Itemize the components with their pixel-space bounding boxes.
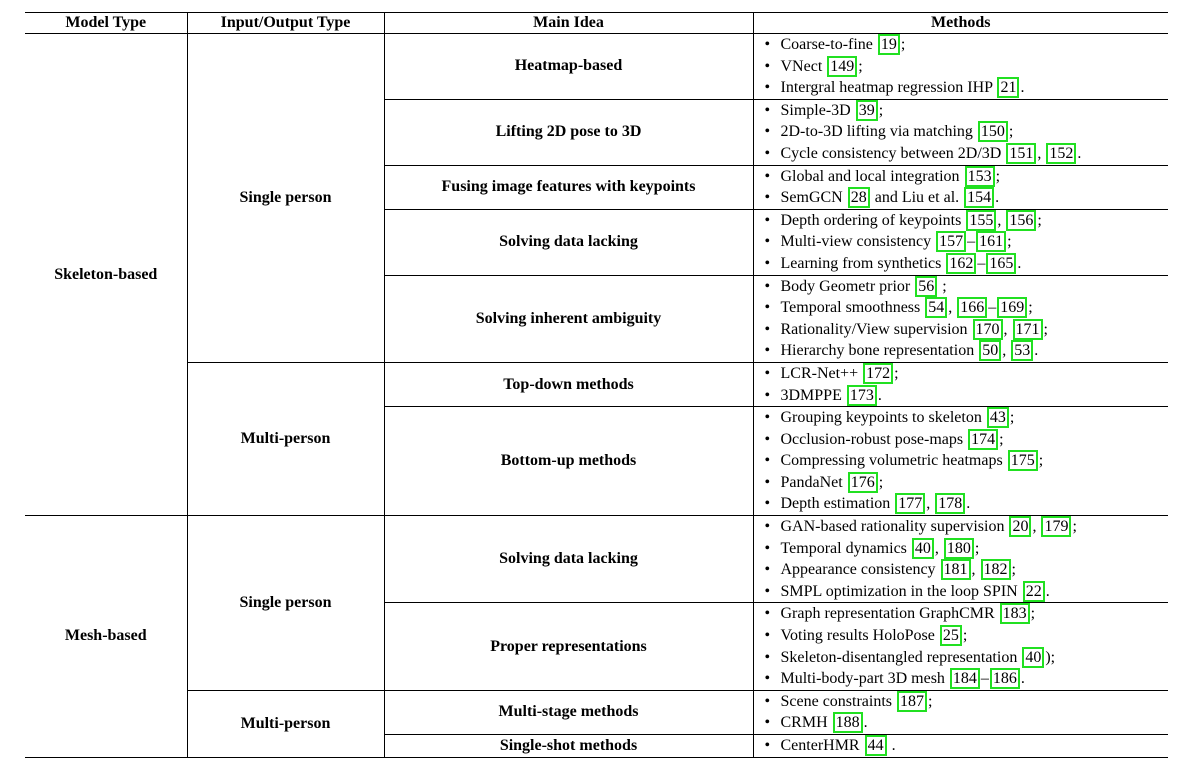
citation-link[interactable]: 165 <box>986 253 1016 274</box>
methods-cell <box>753 34 1168 100</box>
method-punct: ; <box>999 430 1004 448</box>
citation-link[interactable]: 28 <box>848 187 870 208</box>
header-model-type: Model Type <box>25 13 187 34</box>
bullet-icon: • <box>764 692 771 710</box>
method-punct: ; <box>1028 299 1033 317</box>
method-text: Cycle consistency between 2D/3D <box>780 144 1006 162</box>
citation-link[interactable]: 22 <box>1023 581 1045 602</box>
bullet-icon: • <box>764 648 771 666</box>
citation-link[interactable]: 183 <box>1000 603 1030 624</box>
citation-link[interactable]: 54 <box>925 297 947 318</box>
method-item <box>765 603 1169 625</box>
method-punct: ; <box>938 277 947 295</box>
method-text: CenterHMR <box>780 737 864 754</box>
method-item <box>765 100 1169 122</box>
methods-cell <box>753 735 1168 758</box>
bullet-icon: • <box>764 582 771 600</box>
method-text: Scene constraints <box>780 692 897 710</box>
bullet-icon: • <box>764 364 771 382</box>
method-item <box>765 450 1169 472</box>
bullet-icon: • <box>764 211 771 229</box>
method-item <box>765 625 1169 647</box>
main-idea-cell: Single-shot methods <box>384 735 753 758</box>
methods-cell <box>753 690 1168 734</box>
citation-link[interactable]: 180 <box>944 538 974 559</box>
methods-cell <box>753 362 1168 406</box>
method-text: Multi-view consistency <box>780 233 936 251</box>
method-item <box>765 407 1169 429</box>
method-list <box>754 166 1169 209</box>
citation-link[interactable]: 176 <box>848 472 878 493</box>
method-punct: ; <box>1072 518 1077 536</box>
method-item <box>765 319 1169 341</box>
method-list <box>754 603 1169 689</box>
method-punct: . <box>863 714 868 732</box>
bullet-icon: • <box>764 277 771 295</box>
bullet-icon: • <box>764 473 771 491</box>
bullet-icon: • <box>764 189 771 207</box>
method-text: Global and local integration <box>780 167 964 185</box>
header-io-type: Input/Output Type <box>187 13 384 34</box>
main-idea-cell: Multi-stage methods <box>384 690 753 734</box>
citation-link[interactable]: 169 <box>997 297 1027 318</box>
citation-link[interactable]: 19 <box>878 34 900 55</box>
method-text: Depth ordering of keypoints <box>780 211 966 229</box>
method-punct: ; <box>1009 409 1015 427</box>
citation-link[interactable]: 150 <box>978 121 1008 142</box>
method-item <box>765 712 1169 734</box>
bullet-icon: • <box>764 452 771 470</box>
citation-link[interactable]: 157 <box>936 231 966 252</box>
citation-link[interactable]: 151 <box>1006 143 1036 164</box>
bullet-icon: • <box>764 714 771 732</box>
header-row <box>25 13 1168 34</box>
method-text: Compressing volumetric heatmaps <box>780 452 1007 470</box>
methods-cell <box>753 165 1168 209</box>
method-text: , <box>1037 144 1046 162</box>
citation-link[interactable]: 170 <box>973 319 1003 340</box>
method-text: , <box>926 495 935 513</box>
method-item <box>765 231 1169 253</box>
table-row <box>25 362 1168 406</box>
method-punct: . <box>1034 342 1039 360</box>
main-idea-cell: Fusing image features with keypoints <box>384 165 753 209</box>
methods-cell <box>753 99 1168 165</box>
method-list <box>754 735 1169 757</box>
table-row <box>25 516 1168 603</box>
method-text: , <box>1002 342 1011 360</box>
method-text: GAN-based rationality supervision <box>780 518 1009 536</box>
method-list <box>754 34 1169 99</box>
table-row <box>25 34 1168 100</box>
io-type-mesh-multi: Multi-person <box>187 690 384 757</box>
method-list <box>754 691 1169 734</box>
citation-link[interactable]: 21 <box>997 77 1019 98</box>
method-item <box>765 34 1169 56</box>
method-item <box>765 668 1169 690</box>
method-text: , <box>948 299 957 317</box>
bullet-icon: • <box>764 233 771 251</box>
method-punct: ; <box>1043 320 1048 338</box>
method-list <box>754 276 1169 362</box>
main-idea-cell: Lifting 2D pose to 3D <box>384 99 753 165</box>
citation-link[interactable]: 173 <box>847 385 877 406</box>
method-text: SMPL optimization in the loop SPIN <box>780 582 1022 600</box>
model-type-mesh: Mesh-based <box>25 516 187 758</box>
method-item <box>765 77 1169 99</box>
bullet-icon: • <box>764 36 771 53</box>
method-punct: . <box>1045 582 1050 600</box>
method-list <box>754 516 1169 602</box>
bullet-icon: • <box>764 670 771 688</box>
method-text: – <box>988 299 997 317</box>
method-text: VNect <box>780 57 827 75</box>
method-item <box>765 166 1169 188</box>
citation-link[interactable]: 40 <box>1022 647 1044 668</box>
method-list <box>754 363 1169 406</box>
method-item <box>765 253 1169 275</box>
method-punct: . <box>995 189 1000 207</box>
citation-link[interactable]: 177 <box>895 493 925 514</box>
method-text: Intergral heatmap regression IHP <box>780 79 997 97</box>
method-item <box>765 691 1169 713</box>
citation-link[interactable]: 162 <box>946 253 976 274</box>
citation-link[interactable]: 182 <box>981 559 1011 580</box>
citation-link[interactable]: 186 <box>990 668 1020 689</box>
citation-link[interactable]: 181 <box>941 559 971 580</box>
citation-link[interactable]: 171 <box>1013 319 1043 340</box>
main-idea-cell: Top-down methods <box>384 362 753 406</box>
citation-link[interactable]: 156 <box>1006 210 1036 231</box>
citation-link[interactable]: 155 <box>966 210 996 231</box>
method-text: – <box>977 254 986 272</box>
method-punct: ; <box>1011 561 1016 579</box>
method-text: SemGCN <box>780 189 847 207</box>
bullet-icon: • <box>764 167 771 185</box>
bullet-icon: • <box>764 79 771 97</box>
methods-cell <box>753 275 1168 362</box>
bullet-icon: • <box>764 57 771 75</box>
citation-link[interactable]: 56 <box>915 276 937 297</box>
method-text: PandaNet <box>780 473 847 491</box>
method-list <box>754 407 1169 515</box>
bullet-icon: • <box>764 101 771 119</box>
citation-link[interactable]: 152 <box>1046 143 1076 164</box>
citation-link[interactable]: 166 <box>957 297 987 318</box>
method-punct: ; <box>1007 233 1012 251</box>
methods-cell <box>753 516 1168 603</box>
citation-link[interactable]: 178 <box>935 493 965 514</box>
citation-link[interactable]: 179 <box>1041 516 1071 537</box>
method-item <box>765 516 1169 538</box>
method-text: Hierarchy bone representation <box>780 342 979 360</box>
method-item <box>765 276 1169 298</box>
citation-link[interactable]: 40 <box>912 538 934 559</box>
method-text: Rationality/View supervision <box>780 320 972 338</box>
bullet-icon: • <box>764 495 771 513</box>
method-punct: ; <box>878 101 884 119</box>
main-idea-cell: Proper representations <box>384 603 753 690</box>
method-punct: . <box>1077 144 1082 162</box>
main-idea-cell: Heatmap-based <box>384 34 753 100</box>
method-punct: ); <box>1045 648 1056 666</box>
method-item <box>765 538 1169 560</box>
method-punct: . <box>1020 79 1025 97</box>
method-punct: . <box>887 737 896 754</box>
citation-link[interactable]: 50 <box>979 340 1001 361</box>
method-item <box>765 210 1169 232</box>
bullet-icon: • <box>764 539 771 557</box>
bullet-icon: • <box>764 605 771 623</box>
bullet-icon: • <box>764 430 771 448</box>
citation-link[interactable]: 187 <box>897 691 927 712</box>
method-list <box>754 100 1169 165</box>
method-punct: . <box>1017 254 1022 272</box>
table-row <box>25 690 1168 734</box>
method-item <box>765 340 1169 362</box>
method-item <box>765 493 1169 515</box>
io-type-skeleton-multi: Multi-person <box>187 362 384 515</box>
taxonomy-table <box>25 12 1168 758</box>
methods-cell <box>753 603 1168 690</box>
method-punct: . <box>1020 670 1025 688</box>
citation-link[interactable]: 39 <box>856 100 878 121</box>
method-text: , <box>997 211 1006 229</box>
method-text: , <box>934 539 943 557</box>
method-item <box>765 56 1169 78</box>
citation-link[interactable]: 20 <box>1009 516 1031 537</box>
method-text: Skeleton-disentangled representation <box>780 648 1022 666</box>
bullet-icon: • <box>764 561 771 579</box>
method-text: – <box>967 233 976 251</box>
io-type-mesh-single: Single person <box>187 516 384 691</box>
method-punct: ; <box>974 539 980 557</box>
method-item <box>765 121 1169 143</box>
citation-link[interactable]: 53 <box>1011 340 1033 361</box>
method-text: Temporal smoothness <box>780 299 925 317</box>
method-punct: . <box>966 495 971 513</box>
bullet-icon: • <box>764 737 771 754</box>
citation-link[interactable]: 161 <box>976 231 1006 252</box>
bullet-icon: • <box>764 254 771 272</box>
bullet-icon: • <box>764 518 771 536</box>
method-text: and Liu et al. <box>870 189 964 207</box>
method-item <box>765 735 1169 757</box>
method-text: Body Geometr prior <box>780 277 915 295</box>
methods-cell <box>753 209 1168 275</box>
method-text: , <box>971 561 980 579</box>
bullet-icon: • <box>764 627 771 645</box>
citation-link[interactable]: 25 <box>940 625 962 646</box>
bullet-icon: • <box>764 409 771 427</box>
citation-link[interactable]: 174 <box>968 429 998 450</box>
method-item <box>765 559 1169 581</box>
method-text: Grouping keypoints to skeleton <box>780 409 986 427</box>
method-punct: . <box>877 386 882 404</box>
method-punct: ; <box>928 692 933 710</box>
method-item <box>765 363 1169 385</box>
method-punct: ; <box>900 36 906 53</box>
method-text: Voting results HoloPose <box>780 627 939 645</box>
method-text: – <box>980 670 989 688</box>
method-text: LCR-Net++ <box>780 364 863 382</box>
method-text: Appearance consistency <box>780 561 940 579</box>
method-text: Coarse-to-fine <box>780 36 877 53</box>
citation-link[interactable]: 175 <box>1008 450 1038 471</box>
main-idea-cell: Solving data lacking <box>384 516 753 603</box>
bullet-icon: • <box>764 123 771 141</box>
model-type-skeleton: Skeleton-based <box>25 34 187 516</box>
citation-link[interactable]: 154 <box>964 187 994 208</box>
citation-link[interactable]: 44 <box>865 735 887 756</box>
citation-link[interactable]: 172 <box>863 363 893 384</box>
method-punct: ; <box>962 627 968 645</box>
method-text: Occlusion-robust pose-maps <box>780 430 968 448</box>
bullet-icon: • <box>764 144 771 162</box>
method-item <box>765 297 1169 319</box>
bullet-icon: • <box>764 320 771 338</box>
method-item <box>765 385 1169 407</box>
citation-link[interactable]: 43 <box>987 407 1009 428</box>
method-text: CRMH <box>780 714 832 732</box>
bullet-icon: • <box>764 342 771 360</box>
method-punct: ; <box>878 473 884 491</box>
method-list <box>754 210 1169 275</box>
method-text: Multi-body-part 3D mesh <box>780 670 949 688</box>
method-text: Graph representation GraphCMR <box>780 605 999 623</box>
method-item <box>765 143 1169 165</box>
methods-cell <box>753 407 1168 516</box>
method-punct: ; <box>1030 605 1036 623</box>
main-idea-cell: Solving data lacking <box>384 209 753 275</box>
method-punct: ; <box>1008 123 1014 141</box>
method-text: Depth estimation <box>780 495 895 513</box>
method-item <box>765 472 1169 494</box>
bullet-icon: • <box>764 299 771 317</box>
header-methods: Methods <box>753 13 1168 34</box>
citation-link[interactable]: 153 <box>965 166 995 187</box>
citation-link[interactable]: 188 <box>833 712 863 733</box>
header-main-idea: Main Idea <box>384 13 753 34</box>
method-punct: ; <box>995 167 1001 185</box>
method-punct: ; <box>1038 452 1044 470</box>
method-item <box>765 429 1169 451</box>
method-item <box>765 581 1169 603</box>
main-idea-cell: Bottom-up methods <box>384 407 753 516</box>
method-item <box>765 647 1169 669</box>
method-text: 2D-to-3D lifting via matching <box>780 123 977 141</box>
method-punct: ; <box>1037 211 1042 229</box>
method-text: , <box>1003 320 1012 338</box>
method-item <box>765 187 1169 209</box>
method-text: 3DMPPE <box>780 386 846 404</box>
method-punct: ; <box>858 57 863 75</box>
method-text: Simple-3D <box>780 101 855 119</box>
method-text: Learning from synthetics <box>780 254 946 272</box>
bullet-icon: • <box>764 386 771 404</box>
method-text: Temporal dynamics <box>780 539 911 557</box>
method-punct: ; <box>894 364 899 382</box>
citation-link[interactable]: 149 <box>827 56 857 77</box>
method-text: , <box>1032 518 1041 536</box>
io-type-skeleton-single: Single person <box>187 34 384 363</box>
main-idea-cell: Solving inherent ambiguity <box>384 275 753 362</box>
citation-link[interactable]: 184 <box>950 668 980 689</box>
